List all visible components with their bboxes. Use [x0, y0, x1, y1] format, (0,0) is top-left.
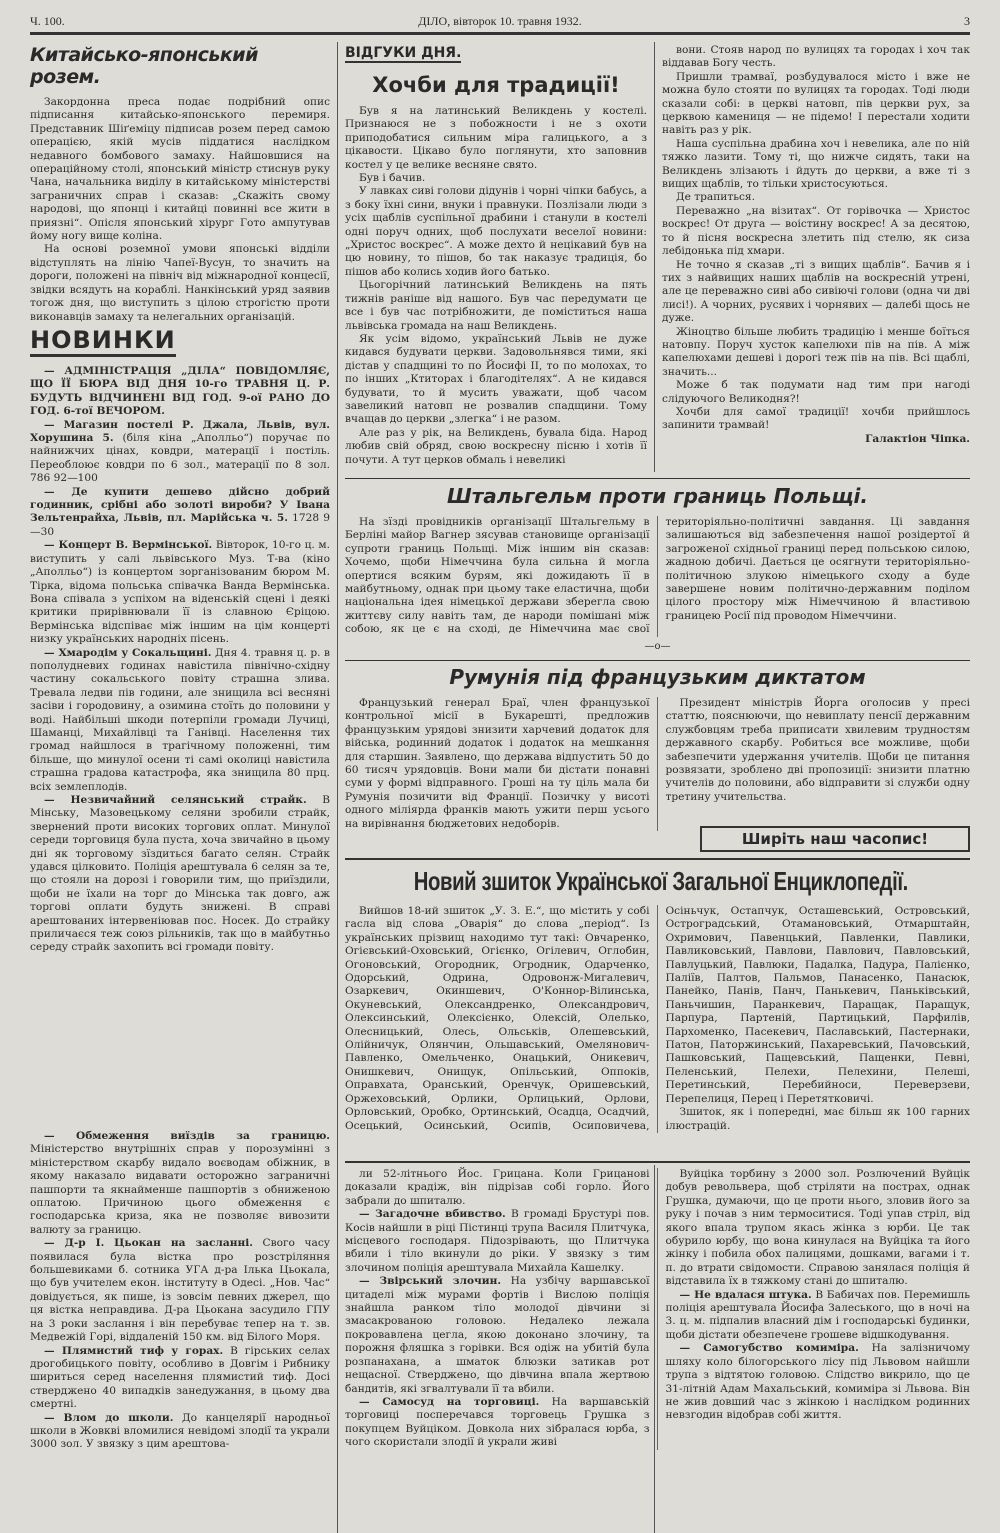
news-text: (біля кіна „Аполльо“) поручає по найнижчих цінах, ковдри, матерації і постіль. Переоблоює ковдри по 6 зол., матерації по 8 зол. 786 92—100 — [30, 432, 330, 485]
news-headline: — Самогубство комиміра. — [679, 1342, 859, 1355]
news-text: Міністерство внутрішніх справ у порозумінні з міністерством скарбу видало воєводам обіжник, в якому наказало видавати осторожно заграничні пашпорти та якнайменше пашпортів з обниженою оплатою. Причиною цього обмеження є господарська криза, яка не позволяє вивозити валюту за границю. — [30, 1143, 330, 1236]
article-china-japan — [30, 44, 330, 326]
news-headline: — Обмеження виїздів за границю. — [44, 1130, 330, 1142]
masthead-date: ДІЛО, вівторок 10. травня 1932. — [418, 14, 582, 28]
news-item — [30, 647, 330, 794]
column-divider — [337, 42, 338, 482]
column-divider — [337, 480, 338, 1533]
news-headline: — Самосуд на торговиці. — [359, 1395, 540, 1408]
news-headline: — Д-р І. Цьокан на засланні. — [44, 1237, 253, 1250]
paragraph: Хочби для самої традиції! хочби прийшлось запинити трамвай! — [662, 405, 970, 432]
paragraph: Наша суспільна драбина хоч і невелика, але по ній тяжко лазити. Тому ті, що нижче сидять, таки на Великдень злізають і йдуть до церкви, а вже ті з вищих щаблів, то тільки христосуються. — [662, 137, 970, 191]
news-text: В Бабичах пов. Перемишль поліція арештувала Йосифа Залеського, що в ночі на 3. ц. м. підпалив власний дім і господарські будинки, щоби дістати обезпечене грошеве відшкодування. — [665, 1288, 970, 1341]
paragraph: Вийшов 18-ий зшиток „У. З. Е.“, що містить у собі гасла від слова „Оварія“ до слова „період“. Із українських прізвищ находимо тут такі: Овчаренко, Огієвський-Оховський, Огієнко, Огілевич, Оглобин, Огоновський, Огородник, Огродник, Одарченко, Одорський, Одрина, Одровонж-Мигалевич, Озаркевич, Окиншевич, О'Коннор-Вілинська, Окуневський, Олександренко, Олександрович, Олексинський, Олексієнко, Олексій, Олелько, Олесницький, Олесь, Ольськів, Олешевський, Олійничук, Олянчин, Ольшавський, Омелянович-Павленко, Омельченко, Онацький, Оникевич, Онишкевич, Онищук, Опільський, Оппоків, Оправхата, Оранський, Оренчук, Оришевський, Оржеховський, Орлики, Орлицький, Орлови, Орловський, Оробко, Ортинський, Осадца, Осадчий, Осецький, Осинський, Осипів, Осиповичева, Осіньчук, Остапчук, Осташевський, Островський, Остроградський, Отамановський, Отмарштайн, Охримович, Павенцький, Павленки, Павлики, Павликовський, Павлови, Павлович, Павловський, Павлуцький, Павлюки, Падалка, Падура, Палієнко, Паліїв, Палтов, Пальмов, Панасенко, Панасюк, Панейко, Панів, Панч, Панькевич, Паньківський, Паньчишин, Паранкевич, Паращак, Паращук, Парпура, Партеній, Партицький, Парфилів, Пархоменко, Пасекевич, Паславський, Пастернаки, Патон, Паторжинський, Пахаревський, Пачовський, Пашковський, Пащевський, Пащенки, Певні, Пеленський, Пелехи, Пелехини, Пелеші, Перетинський, Перебийноси, Переверзеви, Перепелиця, Перец і Перетятковичі. — [345, 905, 970, 1132]
news-headline: — Незвичайний селянський страйк. — [44, 794, 307, 806]
article-title: Хочби для традиції! — [372, 73, 620, 97]
author-signature: Галактіон Чіпка. — [865, 432, 970, 445]
paragraph: У лавках сиві голови дідунів і чорні чіпки бабусь, а з боку їхні сини, внуки і правнуки. Позлізали люди з усіх щаблів суспільної драбини і станули в костелі одні поруч одних, щоб послухати веселої новини: „Христос воскрес“. А може дехто й нецікавий був на цю новину, то пішов, бо так наказує традиція, бо пішов або колись ходив його батько. — [345, 185, 647, 278]
news-text: Свого часу появилася була вістка про розстріляння большевиками б. сотника УГА д-ра Ілька Цьокала, що був учителем екон. інституту в Одесі. „Нов. Час“ довідується, як пише, із зовсім певних джерел, що ця вістка неправдива. Д-ра Цьокана засудило ГПУ на 3 роки заслання і він перебуває тепер на т. зв. Медвежій Горі, віддаленій 150 км. від Білого Моря. — [30, 1237, 330, 1344]
news-item — [30, 794, 330, 955]
article-encyclopedia — [345, 866, 970, 1158]
paragraph: Закордонна преса подає подрібний опис підписання китайсько-японського перемиря. Представник Шіґеміцу підписав розем перед самою операцією, якій мусів піддатися наслідком недавного бомбового замаху. Найшовшися на операційному столі, японський міністр стиснув руку Чана, начальника виділу в китайському міністерстві заграничних справ і сказав: „Скажіть свому народові, що японці і китайці повинні все жити в приязні“. Опісля японський хірург Гото ампутував йому ногу вище коліна. — [30, 96, 330, 243]
news-item — [30, 539, 330, 646]
paragraph: На основі роземної умови японські відділи відступлять на лінію Чапеї-Вусун, то значить на дороги, положені на північ від міжнародної концесії, звідки всядуть на кораблі. Нанкінський уряд заявив тогож дня, що виступить з цілою строгістю проти виконавців замаху та нелегальних організацій. — [30, 243, 330, 323]
article-stahlhelm — [345, 484, 970, 656]
news-text: На варшавській торговиці посперечався торговець Грушка з покупцем Вуйціком. Довкола них зібралася юрба, з чого скористали злодії й украли живі — [345, 1395, 650, 1449]
news-item — [30, 365, 330, 419]
divider — [345, 660, 970, 661]
promo-banner: Ширіть наш часопис! — [700, 826, 970, 852]
news-text: В гірських селах дрогобицького повіту, особливо в Довгім і Рибнику шириться серед населення плямистий тиф. Досі стверджено 40 випадків занедужання, в цьому два смертні. — [30, 1344, 330, 1411]
paragraph: Президент міністрів Йорга оголосив у пресі статтю, пояснюючи, що невиплату пенсії державним службовцям треба приписати хвилевим трудностям державного скарбу. Робиться все можливе, щоби забезпечити удержання учителів. Щоби це питання розвязати, зроблено дві пропозиції: знизити платню учителів до половини, або відправити зі служби одну третину учительства. — [665, 697, 970, 803]
news-headline: — Концерт В. Вермінської. — [44, 539, 213, 552]
news-headline: — Не вдалася штука. — [679, 1288, 812, 1301]
paragraph: На зїзді провідників організації Штальгельму в Берліні майор Вагнер зясував становище організації супроти границь Польщі. Між іншим він сказав: Хочемо, щоби Німеччина була сильна й могла опертися всяким бурям, які дожидають її в майбутньому, однак при цьому таке еластична, щоби національна ідея німецької держави зберегла свою життєву силу навіть там, де народи помішані між собою, як це є на сході, де Німеччина має свої територіяльно-політичні завдання. Ці завдання залишаються від забезпечення нашої розідертої й загроженої східньої границі перед польською силою, жадною добичі. Дається це осягнути територіяльно-політичною злукою німецького сходу а буде завершене новим політично-державним поділом цілого простору між Німеччиною й властивою границею Росії під проводом Німеччини. — [345, 516, 970, 636]
article-title: Китайсько-японський розем. — [30, 44, 258, 88]
news-text: 1728 9—30 — [30, 512, 330, 538]
news-headline: — Де купити дешево дійсно добрий годинник, срібні або золоті вироби? У Івана Зельтенрайха, Львів, пл. Марійська ч. 5. — [30, 485, 330, 525]
news-headline: — Плямистий тиф у горах. — [44, 1344, 224, 1357]
news-item — [345, 1168, 650, 1208]
paragraph: Був я на латинський Великдень у костелі. Признаюся не з побожности і не з охоти приподобатися сильним міра галицького, а з цікавости. Цікаво було поглянути, хто заповнив костел у це велике весняне свято. — [345, 105, 647, 171]
news-item — [30, 486, 330, 540]
news-headline: — Хмародім у Сокальщині. — [44, 646, 212, 659]
section-kicker: ВІДГУКИ ДНЯ. — [345, 45, 462, 61]
divider — [345, 478, 970, 479]
news-headline: — Звірський злочин. — [359, 1275, 502, 1288]
news-text: В Мінську, Мазовецькому селяни зробили страйк, звернений проти високих торгових оплат. Минулої середи торговиця була пуста, хоча звичайно в цьому дні як торговому зїздиться багато селян. Страйк удався цілковито. Поліція арештувала 6 селян за те, що стояли на дорозі і говорили тим, що приїздили, щоби не їхали на торг до Мінська так довго, аж торгові оплати будуть знижені. В справі арештованих інтервеніював пос. Носек. До страйку приличаєся теж союз рільників, так що в майбутньо середу страйк захопить всі громади повіту. — [30, 794, 331, 954]
divider — [345, 858, 970, 860]
news-text: На залізничому шляху коло білогорського лісу під Львовом найшли трупа з відтятою головою. Слідство викрило, що це 31-літній Адам Махальський, комиміра зі Львова. Він не жив довший час з жінкою і наслідком родинних невзгодин відобрав собі життя. — [665, 1342, 970, 1422]
paragraph: Французький генерал Браї, член французької контрольної місії в Букарешті, предложив французьким урядові знизити харчевий додаток для війська, родинний додаток і додаток на мешкання для старшин. Заявлено, що держава відпустить 50 до 60 тисяч урядовців. Вони мали би дістати понавні суми у формі відправного. Гроші на ту ціль мала би Румунія позичити від Франції. Позичку у висоті одного міліярда франків мають ужити перш усього на вирівнання бюджетових недоборів. — [345, 697, 650, 830]
article-title: Румунія під французьким диктатом — [449, 665, 866, 689]
news-continued — [30, 1130, 330, 1533]
page-header — [30, 10, 970, 32]
news-text: Дня 4. травня ц. р. в пополудневих годинах навістила північно-східну частину сокальського повіту страшна злива. Тревала ледви пів години, але знищила всі весняні засіви і городовину, а озимина стоїть до половини у воді. Найбільші шкоди потерпіли громади Лучиці, Шаманці, Михайлівці та Ганівці. Населення тих громад найшлося в трагічному положенні, тим більше, що минулої осени ті самі околиці навістила страшна градова катастрофа, яка знищила 80 прц. всіх землеплодів. — [30, 646, 330, 793]
paragraph: Зшиток, як і попередні, має більш як 100 гарних ілюстрацій. — [665, 1106, 970, 1132]
news-item — [30, 1345, 330, 1412]
news-item — [666, 1168, 971, 1289]
news-text: Вівторок, 10-го ц. м. виступить у салі львівського Муз. Т-ва (кіно „Аполльо“) із концертом зорганізованим бюром М. Тірка, відома польська співачка Ванда Вермінська. Вона співала з успіхом на віденській сцені і деякі критики прирівнювали її із славною Єріцою. Вермінська відспіває між іншим на цім концерті низку українських народніх пісень. — [30, 539, 330, 646]
end-mark: —o— — [644, 640, 671, 652]
news-headline: — Влом до школи. — [44, 1411, 174, 1424]
opinion-article-continued — [662, 44, 970, 474]
paragraph: Як усім відомо, український Львів не дуже кидався будувати церкви. Задовольнявся тими, які дістав у спадщині то по Йосифі II, то по молохах, то по інших „Ктиторах і благодітелях“. А не кидався будувати, то й мусить уважати, щоб часом завеликий натовп не розвалив спадщини. Тому вчащав до церкви „злегка“ і не разом. — [345, 332, 647, 426]
paragraph: Жіноцтво більше любить традицію і менше боїться натовпу. Поруч хусток капелюхи пів на пів. А між капелюхами дешеві і дорогі теж пів на пів. Всі щаблі, значить... — [662, 325, 970, 378]
issue-number: Ч. 100. — [30, 14, 65, 28]
paragraph: Не точно я сказав „ті з вищих щаблів“. Бачив я і тих з найвищих наших щаблів на воскресній утрені, але це переважно сиві або сивіючі голови (одна чи дві лисі!). А чорних, русявих і чорнявих — далебі щось не дуже. — [662, 258, 970, 325]
news-item — [30, 1130, 330, 1237]
news-section — [30, 326, 330, 996]
paragraph: Цьогорічний латинський Великдень на пять тижнів раніше від нашого. Був час передумати це все і був час потрібножити, де поміститься наша львівська громада на наш Великдень. — [345, 279, 647, 332]
news-text: Вуйціка торбину з 2000 зол. Розлючений Вуйцік добув револьвера, щоб стріляти на пострах, однак Грушка, думаючи, що це проти нього, зловив його за руку і почав з ним термоситися. Тоді упав стріл, від якого впала трупом якась жінка з юрби. Це так обурило юрбу, що вона кинулася на Вуйціка та його жінку і побила обох палицями, дошками, вагами і т. п. до втрати свідомости. Справою занялася поліція й відставила їх в тяжкому стані до шпиталю. — [665, 1168, 970, 1288]
news-text: В громаді Брустурі пов. Косів найшли в ріці Пістинці трупа Василя Плитчука, місцевого господаря. Підозрівають, що Плитчука вбили і тіло вкинули до ріки. У звязку з тим злочином поліція арештувала Михайла Кашелку. — [345, 1208, 650, 1274]
section-title: НОВИНКИ — [30, 326, 176, 357]
news-item — [345, 1208, 650, 1275]
article-romania — [345, 665, 970, 830]
paragraph: Пришли трамваї, розбудувалося місто і вже не можна було стояти по вулицях та городах. Тоді люди сказали собі: в церкві натовп, пів церкви рух, за церквою камениця — не підемо! І перестали ходити навіть раз у рік. — [662, 70, 970, 137]
divider — [345, 1161, 970, 1163]
news-item — [30, 419, 330, 486]
paragraph: Був і бачив. — [359, 172, 426, 185]
article-title: Новий зшиток Української Загальної Енциклопедії. — [413, 866, 908, 896]
news-item — [30, 1237, 330, 1344]
news-item — [666, 1289, 971, 1343]
paragraph: Але раз у рік, на Великдень, бувала біда. Народ любив свій обряд, свою воскресну пісню і хотів її почути. А тут церков обмаль і невеликі — [345, 426, 647, 466]
news-text: ли 52-літнього Йос. Грицана. Коли Грицанові доказали крадіж, він підрізав собі горло. Його забрали до шпиталю. — [345, 1168, 650, 1207]
paragraph: вони. Стояв народ по вулицях та городах і хоч так віддавав Богу честь. — [662, 44, 970, 70]
news-item — [30, 1412, 330, 1452]
news-item — [345, 1396, 650, 1450]
news-text: До канцелярії народньої школи в Жовкві вломилися невідомі злодії та украли 3000 зол. У звязку з цим арештова- — [30, 1411, 331, 1451]
news-headline: — АДМІНІСТРАЦІЯ „ДІЛА“ ПОВІДОМЛЯЄ, ЩО ЇЇ БЮРА ВІД ДНЯ 10-го ТРАВНЯ Ц. Р. БУДУТЬ ВІДЧИНЕНІ ВІД ГОД. 9-ої РАНО ДО ГОД. 6-тої ВЕЧОРОМ. — [30, 365, 330, 418]
paragraph: Переважно „на візитах“. От горівочка — Христос воскрес! От друга — воістину воскрес! А за десятою, то й пісня воскресна злетить під стелю, як сиза лебідонька під хмари. — [662, 204, 970, 258]
news-text: На узбічу варшавської цитаделі між мурами фортів і Вислою поліція знайшла ранком тіло молодої дівчини зі змасакрованою головою. Недалеко лежала покровавлена цегла, якою доконано злочину, та порожня фляшка з горівки. Вся одіж на убитій була розпанахана, а шматок блюзки затикав рот нещасної. Стверджено, що дівчина впала жертвою бандитів, які згвалтували її та вбили. — [345, 1275, 650, 1395]
opinion-article — [345, 42, 647, 474]
header-rule — [30, 32, 970, 35]
column-divider — [654, 42, 655, 472]
paragraph: Може б так подумати над тим при нагоді слідуючого Великодня?! — [662, 379, 970, 405]
page-number: 3 — [964, 14, 970, 28]
news-headline: — Загадочне вбивство. — [359, 1208, 506, 1221]
paragraph: Де трапиться. — [676, 191, 755, 204]
news-item — [666, 1342, 971, 1422]
news-bottom — [345, 1168, 970, 1533]
news-headline: — Магазин постелі Р. Джала, Львів, вул. Хорушина 5. — [30, 418, 330, 445]
article-title: Штальгельм проти границь Польщі. — [446, 484, 868, 508]
news-item — [345, 1275, 650, 1396]
